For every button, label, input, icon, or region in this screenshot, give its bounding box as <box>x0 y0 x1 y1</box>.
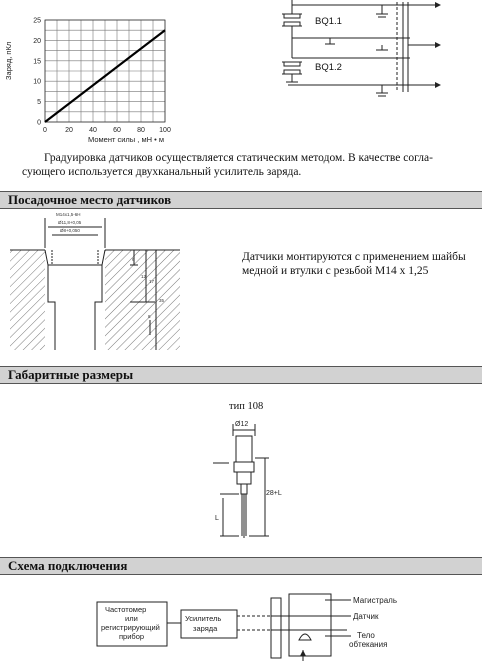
chart-x-tick-label: 20 <box>65 127 73 134</box>
chart-y-tick-label: 5 <box>37 99 41 107</box>
mount-dim-1: M14x1,5-6H <box>56 212 81 217</box>
chart-x-tick-label: 80 <box>137 127 145 134</box>
section-mount-title: Посадочное место датчиков <box>8 192 172 207</box>
chart-y-tick-label: 0 <box>37 119 41 127</box>
dimension-length-total: 28+L <box>266 490 282 497</box>
calibration-chart <box>0 0 185 145</box>
mounting-drawing <box>10 210 210 355</box>
connection-label-body-2: обтекания <box>349 640 388 649</box>
mount-dim-6: 17 <box>149 279 155 284</box>
intro-text <box>22 151 482 179</box>
section-mount-bar <box>0 191 482 209</box>
connection-diagram <box>95 590 482 661</box>
chart-x-tick-label: 40 <box>89 127 97 134</box>
intro-line-2: сующего используется двухканальный усилитель заряда. <box>22 166 302 178</box>
chart-y-tick-label: 25 <box>33 17 41 25</box>
chart-y-tick-label: 15 <box>33 58 41 66</box>
connection-box-1-line-3: регистрирующий <box>101 623 160 632</box>
connection-box-2-line-1: Усилитель <box>185 614 222 623</box>
intro-line-1: Градуировка датчиков осуществляется статическим методом. В качестве согла- <box>44 152 433 164</box>
connection-box-1-line-4: прибор <box>119 632 145 641</box>
connection-label-body-1: Тело <box>357 631 375 640</box>
mount-text-line-2: медной и втулки с резьбой М14 x 1,25 <box>242 265 429 277</box>
sensor-dimension-drawing <box>205 418 295 548</box>
connection-box-1-line-1: Частотомер <box>105 605 147 614</box>
connection-label-sensor: Датчик <box>353 612 379 621</box>
sensor-circuit-diagram <box>270 0 480 100</box>
mount-dim-4: 6 <box>132 257 135 262</box>
chart-x-label: Момент силы , мН • м <box>88 135 164 144</box>
circuit-label-1: BQ1.1 <box>315 16 342 27</box>
section-dimensions-title: Габаритные размеры <box>8 367 134 382</box>
chart-x-tick-label: 0 <box>43 127 47 134</box>
connection-label-main: Магистраль <box>353 596 397 605</box>
mount-dim-5: 12 <box>141 274 147 279</box>
chart-y-tick-label: 10 <box>33 78 41 86</box>
section-connection-title: Схема подключения <box>8 558 128 573</box>
mount-text <box>242 250 472 278</box>
chart-x-tick-label: 60 <box>113 127 121 134</box>
mount-dim-7: 35 <box>159 298 165 303</box>
mount-text-line-1: Датчики монтируются с применением шайбы <box>242 251 466 263</box>
chart-x-tick-label: 100 <box>159 127 171 134</box>
dimension-diameter: Ø12 <box>235 421 249 428</box>
connection-box-1-line-2: или <box>125 614 138 623</box>
chart-y-tick-label: 20 <box>33 37 41 45</box>
section-connection-bar <box>0 557 482 575</box>
dimension-length-l: L <box>215 515 219 522</box>
circuit-label-2: BQ1.2 <box>315 62 342 73</box>
section-dimensions-bar <box>0 366 482 384</box>
mount-dim-8: 8 <box>148 314 151 319</box>
chart-y-label: Заряд, пКл <box>4 41 13 80</box>
chart-grid <box>45 20 165 122</box>
mount-dim-2: Ø11,8+0,05 <box>58 220 82 225</box>
dimensions-caption: тип 108 <box>229 401 264 412</box>
mount-dim-3: Ø8+0,050 <box>60 228 80 233</box>
connection-box-2-line-2: заряда <box>193 624 218 633</box>
